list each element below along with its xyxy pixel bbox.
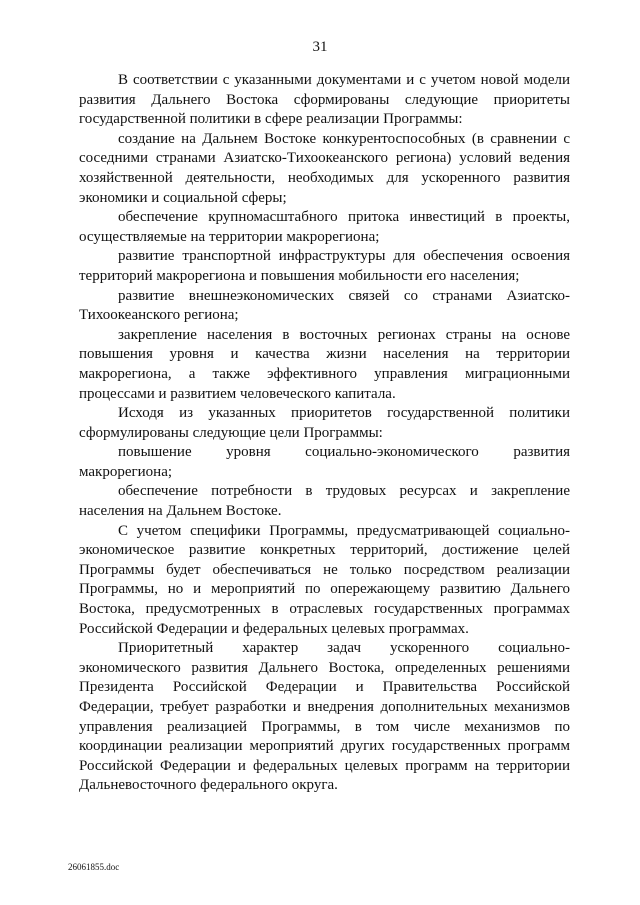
paragraph-goal-development-level: повышение уровня социально-экономического развития макрорегиона; <box>79 444 570 480</box>
paragraph-intro-priorities: В соответствии с указанными документами и с учетом новой модели развития Дальнего Востока сформированы следующие приоритеты государственной политики в сфере реализации Программы: <box>79 72 570 128</box>
paragraph-priority-population: закрепление населения в восточных регионах страны на основе повышения уровня и качества жизни населения на территории макрорегиона, а также эффективного управления миграционными процессами и развитием человеческого капитала. <box>79 326 570 402</box>
paragraph-priority-competitive-conditions: создание на Дальнем Востоке конкурентоспособных (в сравнении с соседними странами Азиатско-Тихоокеанского региона) условий ведения хозяйственной деятельности, необходимых для ускоренного развития экономики и социальной сферы; <box>79 130 570 206</box>
paragraph-priority-transport: развитие транспортной инфраструктуры для обеспечения освоения территорий макрорегиона и повышения мобильности его населения; <box>79 248 570 284</box>
paragraph-goal-labor-resources: обеспечение потребности в трудовых ресурсах и закрепление населения на Дальнем Востоке. <box>79 483 570 520</box>
page-number: 31 <box>312 39 328 55</box>
paragraph-management-mechanisms: Приоритетный характер задач ускоренного социально-экономического развития Дальнего Востока, определенных решениями Президента Российской Федерации и Правительства Российской Федерации, требует разработки и внедрения дополнительных механизмов управления реализацией Программы, в том числе механизмов по координации реализации мероприятий других государственных программ Российской Федерации и федеральных целевых программ на территории Дальневосточного федерального округа. <box>79 640 570 794</box>
document-body <box>79 71 570 796</box>
footer-filename: 26061855.doc <box>68 862 120 872</box>
paragraph-program-specifics: С учетом специфики Программы, предусматривающей социально-экономическое развитие конкретных территорий, достижение целей Программы будет обеспечиваться не только посредством реализации Программы, но и мероприятий по опережающему развитию Дальнего Востока, предусмотренных в отраслевых государственных программах Российской Федерации и федеральных целевых программах. <box>79 522 570 637</box>
paragraph-priority-investment: обеспечение крупномасштабного притока инвестиций в проекты, осуществляемые на территории макрорегиона; <box>79 209 570 245</box>
paragraph-priority-foreign-economic: развитие внешнеэкономических связей со странами Азиатско-Тихоокеанского региона; <box>79 287 570 324</box>
paragraph-goals-intro: Исходя из указанных приоритетов государственной политики сформулированы следующие цели Программы: <box>79 405 570 441</box>
